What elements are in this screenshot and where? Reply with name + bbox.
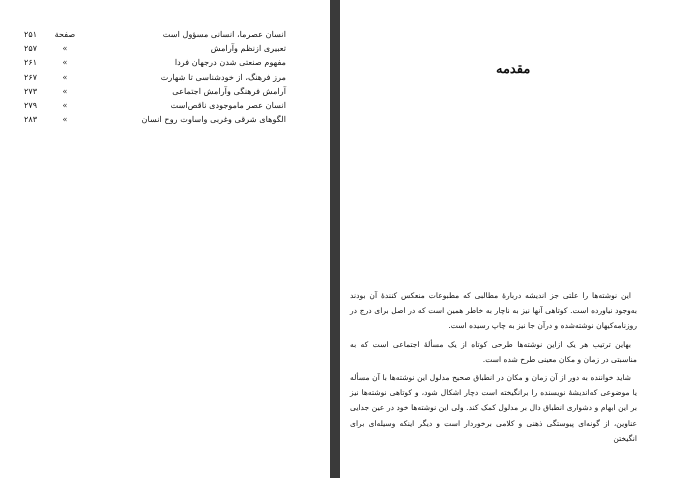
toc-row xyxy=(24,112,286,126)
toc-item-title: الگوهای شرقی وغربی واساوت روح انسان xyxy=(141,114,286,125)
toc-ditto-mark: » xyxy=(62,114,68,125)
table-of-contents xyxy=(24,27,286,126)
chapter-body xyxy=(350,288,637,449)
toc-item-page: ۲۷۳ xyxy=(24,85,38,96)
toc-item-page: ۲۷۹ xyxy=(24,99,38,110)
right-page xyxy=(340,0,675,478)
left-page xyxy=(0,0,330,478)
toc-item-page: ۲۵۷ xyxy=(24,43,38,54)
body-paragraph: بهاین ترتیب هر یک ازاین نوشته‌ها طرحی کوتاه از یک مسألهٔ اجتماعی است که به مناسبتی در زمان و مکان معینی طرح شده است. xyxy=(350,339,637,364)
toc-item-title: مفهوم صنعتی شدن درجهان فردا xyxy=(174,57,286,68)
toc-item-title: تعبیری ازنظم وآرامش xyxy=(210,43,286,54)
toc-row xyxy=(24,55,286,69)
toc-item-page: ۲۵۱ xyxy=(24,29,38,39)
toc-ditto-mark: » xyxy=(62,43,68,54)
toc-ditto-mark: » xyxy=(62,99,68,110)
toc-page-header: صفحة xyxy=(54,29,76,39)
toc-item-page: ۲۶۱ xyxy=(24,57,38,68)
toc-row xyxy=(24,70,286,84)
toc-row xyxy=(24,84,286,98)
toc-ditto-mark: » xyxy=(62,57,68,68)
chapter-title: مقدمه xyxy=(496,62,531,77)
toc-item-page: ۲۶۷ xyxy=(24,71,38,82)
toc-ditto-mark: » xyxy=(62,85,68,96)
toc-ditto-mark: » xyxy=(62,71,68,82)
toc-row xyxy=(24,41,286,55)
toc-item-title: انسان عصر ماموجودی ناقص‌است xyxy=(170,99,286,110)
toc-row xyxy=(24,98,286,112)
body-paragraph: این نوشته‌ها را علتی جز اندیشه دربارهٔ مطالبی که مطبوعات منعکس کنندهٔ آن بودند به‌وجود نیاورده است. کوتاهی آنها نیز به ناچار به خاطر همین است که در اصل برای درج در روزنامه‌کیهان نوشته‌شده و درآن جا نیز به چاپ رسیده است. xyxy=(350,291,637,331)
body-paragraph: شاید خواننده به دور از آن زمان و مکان در انطباق صحیح مدلول این نوشته‌ها با آن مسأله یا موضوعی که‌اندیشهٔ نویسنده را برانگیخته است دچار اشکال شود، و کوتاهی نوشته‌ها نیز بر این ابهام و دشواری انطباق دال بر مدلول کمک کند. ولی این نوشته‌ها خود در عین جدایی عناوین، از گونه‌ای پیوستگی ذهنی و کلامی برخوردار است و دیگر اینکه وسیله‌ای برای انگیختن xyxy=(350,373,637,443)
toc-item-title: انسان عصرما، انسانی مسؤول است xyxy=(162,29,286,39)
toc-item-title: آرامش فرهنگی وآرامش اجتماعی xyxy=(172,85,286,96)
toc-item-title: مرز فرهنگ، از خودشناسی تا شهارت xyxy=(160,71,286,82)
book-spine xyxy=(330,0,340,478)
toc-item-page: ۲۸۳ xyxy=(24,114,38,125)
toc-row xyxy=(24,27,286,41)
